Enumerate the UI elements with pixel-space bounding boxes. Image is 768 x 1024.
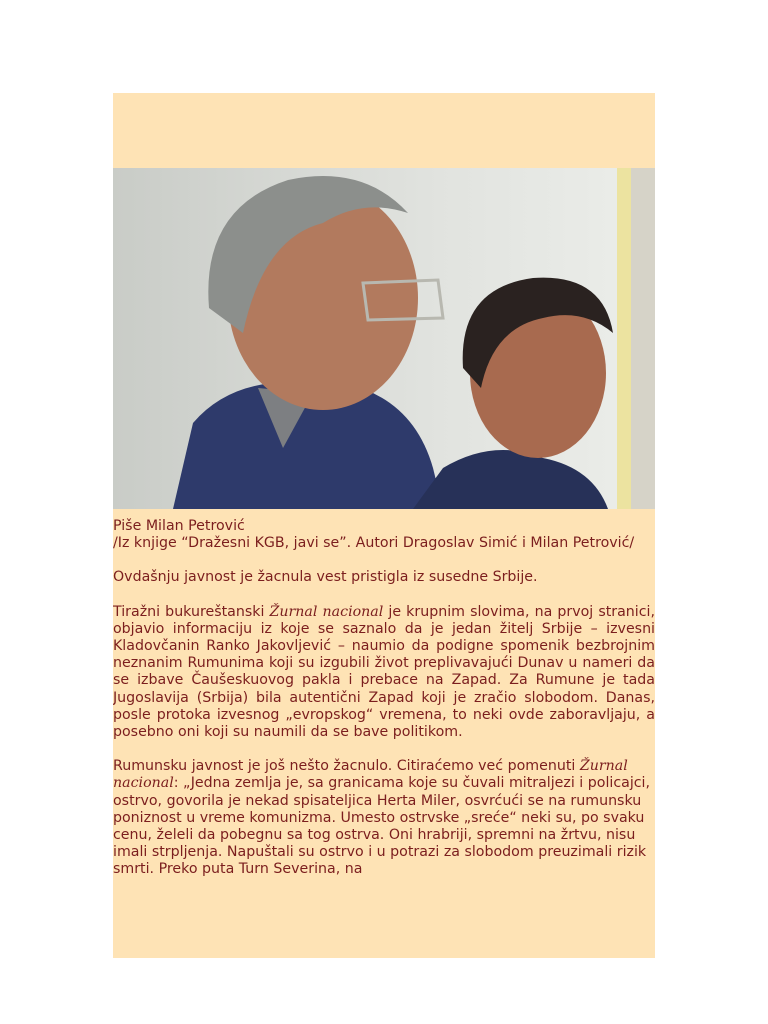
document-page xyxy=(113,93,655,958)
paragraph-3-start: Rumunsku javnost je još nešto žacnulo. Citiraćemo već pomenuti xyxy=(113,758,580,775)
paragraph-1: Ovdašnju javnost je žacnula vest pristigla iz susedne Srbije. xyxy=(113,569,538,586)
paragraph-2-rest: je krupnim slovima, na prvoj stranici, objavio informaciju iz koje se saznalo da je jedan žitelj Srbije – izvesni Kladovčanin Ranko Jakovljević – naumio da podigne spomenik bezbrojnim neznanim Rumunima koji su izgubili život preplivavajući Dunav u nameri da se izbave Čaušeskuovog pakla i prebace na Zapad. Za Rumune je tada Jugoslavija (Srbija) bila autentični Zapad koji je zračio slobodom. Danas, posle protoka izvesnog „evropskog“ vremena, to neki ovde zaboravljaju, a posebno oni koji su naumili da se bave politikom. xyxy=(113,603,655,741)
author-line: Piše Milan Petrović xyxy=(113,518,245,534)
source-line: /Iz knjige “Dražesni KGB, javi se”. Autori Dragoslav Simić i Milan Petrović/ xyxy=(113,535,635,552)
article-photo xyxy=(113,168,655,509)
paragraph-3-rest: : „Jedna zemlja je, sa granicama koje su čuvali mitraljezi i policajci, ostrvo, govorila je nekad spisateljica Herta Miler, osvrćući se na rumunsku poniznost u vreme komunizma. Umesto ostrvske „sreće“ neki su, po svaku cenu, želeli da pobegnu sa tog ostrva. Oni hrabriji, spremni na žrtvu, nisu imali strpljenja. Napuštali su ostrvo i u potrazi za slobodom preuzimali rizik smrti. Preko puta Turn Severina, na xyxy=(113,775,651,878)
article-text xyxy=(113,518,655,879)
paragraph-2-start: Tiražni bukureštanski xyxy=(113,603,270,620)
paragraph-2 xyxy=(113,604,655,742)
newspaper-name-2: Žurnal nacional xyxy=(113,758,628,792)
photo-illustration xyxy=(113,168,655,509)
newspaper-name: Žurnal nacional xyxy=(269,603,384,620)
paragraph-3 xyxy=(113,758,655,878)
